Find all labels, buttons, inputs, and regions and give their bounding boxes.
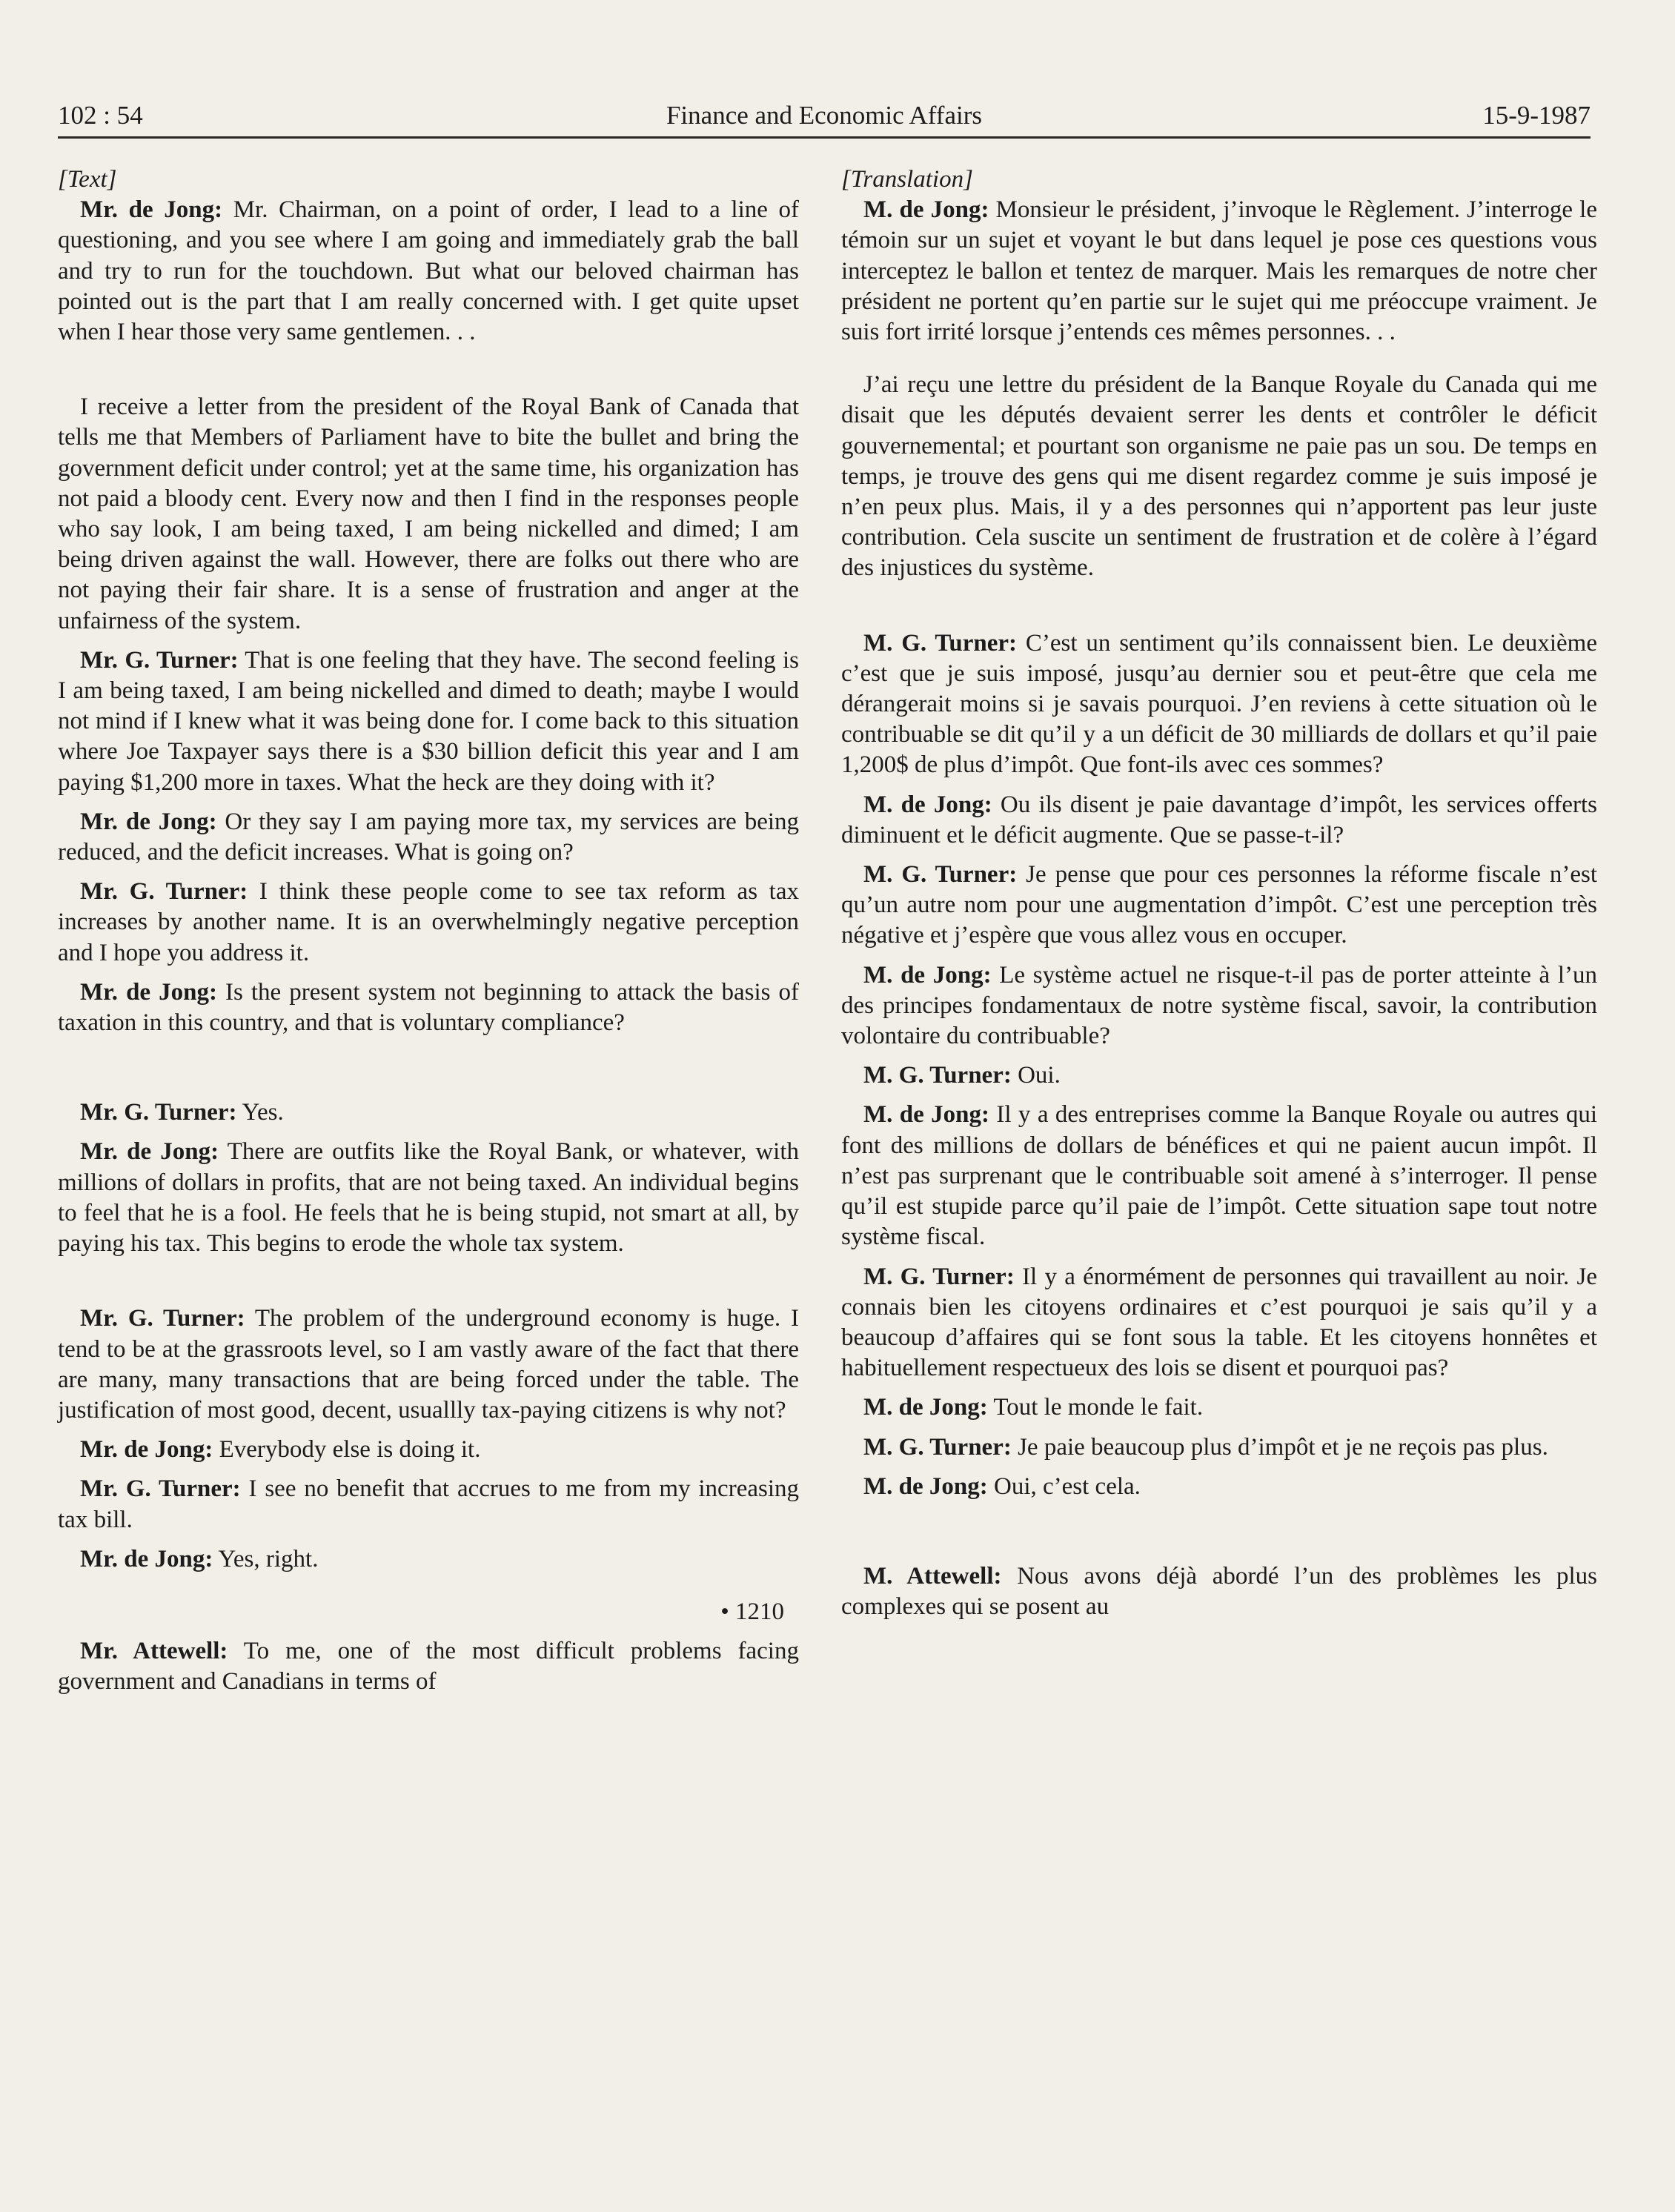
paragraph (841, 195, 1597, 348)
paragraph (58, 1474, 799, 1535)
page-date: 15-9-1987 (1482, 101, 1591, 130)
paragraph (841, 860, 1597, 951)
speech-text: I think these people come to see tax reform as tax increases by another name. It is an overwhelmingly negative perception and I hope you address it. (58, 878, 799, 966)
speaker-name: Mr. de Jong: (80, 978, 217, 1006)
speaker-name: M. G. Turner: (863, 1433, 1012, 1461)
speaker-name: M. G. Turner: (863, 861, 1018, 889)
speaker-name: Mr. G. Turner: (80, 646, 239, 674)
speech-text: Yes, right. (213, 1545, 319, 1572)
paragraph (58, 1137, 799, 1259)
speaker-name: M. de Jong: (863, 791, 992, 818)
speech-text: There are outfits like the Royal Bank, or whatever, with millions of dollars in profits, that are not being taxed. An individual begins to feel that he is a fool. He feels that he is being stupid, not smart at all, by paying his tax. This begins to erode the whole tax system. (58, 1138, 800, 1258)
speech-text: Or they say I am paying more tax, my services are being reduced, and the deficit increases. What is going on? (58, 808, 800, 866)
paragraph (58, 877, 799, 969)
paragraph (58, 1636, 799, 1697)
column-label: [Translation] (841, 166, 973, 193)
speaker-name: M. de Jong: (863, 961, 992, 989)
speech-text: Je paie beaucoup plus d’impôt et je ne reçois pas plus. (1011, 1433, 1548, 1461)
speech-text: Mr. Chairman, on a point of order, I lead to a line of questioning, and you see where I am going and immediately grab the ball and try to run for the touchdown. But what our beloved chairman has pointed out is the part that I am really concerned with. I get quite upset when I hear those very same gentlemen. . . (58, 196, 799, 346)
paragraph (58, 195, 799, 348)
speech-text: Je pense que pour ces personnes la réforme fiscale n’est qu’un autre nom pour une augmentation d’impôt. C’est une perception très négative et j’espère que vous allez vous en occuper. (841, 861, 1597, 949)
speech-text: That is one feeling that they have. The second feeling is I am being taxed, I am being nickelled and dimed to death; maybe I would not mind if I knew what it was being done for. I come back to this situation where Joe Taxpayer says there is a $30 billion deficit this year and I am paying $1,200 more in taxes. What the heck are they doing with it? (58, 646, 799, 796)
paragraph (841, 1100, 1597, 1252)
speech-text: I see no benefit that accrues to me from my increasing tax bill. (58, 1475, 799, 1533)
page-number: 102 : 54 (58, 101, 143, 130)
speech-text: Le système actuel ne risque-t-il pas de porter atteinte à l’un des principes fondamentaux de notre système fiscal, savoir, la contribution volontaire du contribuable? (841, 961, 1597, 1050)
speech-text: Yes. (236, 1099, 284, 1126)
page-header (58, 95, 1591, 139)
page-title: Finance and Economic Affairs (666, 101, 983, 130)
speaker-name: Mr. Attewell: (80, 1638, 228, 1665)
speech-text: Everybody else is doing it. (213, 1436, 481, 1464)
paragraph (841, 790, 1597, 851)
paragraph (58, 1544, 799, 1575)
speaker-name: Mr. G. Turner: (80, 1305, 245, 1332)
paragraph (841, 628, 1597, 781)
paragraph (58, 1097, 799, 1128)
english-column (58, 165, 799, 1698)
paragraph (58, 807, 799, 868)
speech-text: Nous avons déjà abordé l’un des problèmes les plus complexes qui se posent au (841, 1562, 1598, 1621)
speech-text: Oui, c’est cela. (987, 1472, 1141, 1500)
speech-text: I receive a letter from the president of the Royal Bank of Canada that tells me that Members of Parliament have to bite the bullet and bring the government deficit under control; yet at the same time, his organization has not paid a bloody cent. Every now and then I find in the responses people who say look, I am being taxed, I am being nickelled and dimed; I am being driven against the wall. However, there are folks out there who are not paying their fair share. It is a sense of frustration and anger at the unfairness of the system. (58, 393, 799, 634)
speaker-name: Mr. G. Turner: (80, 1475, 241, 1503)
french-column (841, 165, 1597, 1622)
speaker-name: Mr. G. Turner: (80, 878, 248, 906)
speaker-name: M. de Jong: (863, 1101, 990, 1129)
speaker-name: M. G. Turner: (863, 1062, 1012, 1089)
paragraph (841, 1472, 1597, 1502)
speech-text: J’ai reçu une lettre du président de la Banque Royale du Canada qui me disait que les députés devaient serrer les dents et contrôler le déficit gouvernemental; et pourtant son organisme ne paie pas un sou. De temps en temps, je trouve des gens qui me disent regardez comme je suis imposé je n’en peux plus. Mais, il y a des personnes qui n’apportent pas leur juste contribution. Cela suscite un sentiment de frustration et de colère à l’égard des injustices du système. (841, 371, 1597, 582)
paragraph (58, 1435, 799, 1465)
speech-text: Il y a des entreprises comme la Banque Royale ou autres qui font des millions de dollars de bénéfices et qui ne paient aucun impôt. Il n’est pas surprenant que le contribuable soit amené à s’interroger. Il pense qu’il est stupide parce qu’il paie de l’impôt. Cette situation sape tout notre système fiscal. (841, 1101, 1598, 1251)
paragraph (841, 1392, 1597, 1423)
speech-text: Oui. (1011, 1062, 1061, 1089)
speech-text: Ou ils disent je paie davantage d’impôt, les services offerts diminuent et le déficit augmente. Que se passe-t-il? (841, 791, 1597, 848)
speaker-name: M. G. Turner: (863, 1263, 1015, 1290)
speech-text: To me, one of the most difficult problems facing government and Canadians in terms of (58, 1638, 799, 1695)
paragraph (58, 977, 799, 1038)
paragraph (841, 960, 1597, 1052)
paragraph (841, 1561, 1597, 1622)
speaker-name: Mr. de Jong: (80, 1436, 213, 1464)
speech-text: Is the present system not beginning to attack the basis of taxation in this country, and that is voluntary compliance? (58, 978, 799, 1037)
paragraph (58, 392, 799, 637)
speech-text: C’est un sentiment qu’ils connaissent bien. Le deuxième c’est que je suis imposé, jusqu’au dernier sou et peut-être que cela me dérangerait moins si je savais pourquoi. J’en reviens à cette situation où le contribuable se dit qu’il y a un déficit de 30 milliards de dollars et qu’il paie 1,200$ de plus d’impôt. Que font-ils avec ces sommes? (841, 629, 1598, 779)
speaker-name: M. Attewell: (863, 1562, 1002, 1590)
paragraph (58, 645, 799, 798)
paragraph (841, 1060, 1597, 1091)
speaker-name: M. de Jong: (863, 1472, 988, 1500)
speech-text: Il y a énormément de personnes qui travaillent au noir. Je connais bien les citoyens ordinaires et c’est pourquoi je sais qu’il y a beaucoup d’affaires qui se font sous la table. Et les citoyens honnêtes et habituellement respectueux des lois se disent et pourquoi pas? (841, 1263, 1597, 1382)
speaker-name: Mr. de Jong: (80, 808, 217, 835)
speaker-name: Mr. de Jong: (80, 1138, 219, 1166)
speaker-name: Mr. de Jong: (80, 1545, 213, 1572)
speaker-name: Mr. G. Turner: (80, 1099, 237, 1126)
paragraph (841, 1262, 1597, 1384)
speaker-name: M. de Jong: (863, 196, 989, 224)
speaker-name: M. G. Turner: (863, 629, 1018, 657)
speech-text: Tout le monde le fait. (987, 1394, 1204, 1421)
column-label: [Text] (58, 166, 117, 193)
speech-text: The problem of the underground economy is huge. I tend to be at the grassroots level, so I am vastly aware of the fact that there are many, many transactions that are being forced under the table. The justification of most good, decent, usuallly tax-paying citizens is why not? (58, 1305, 799, 1424)
paragraph (841, 370, 1597, 583)
speech-text: Monsieur le président, j’invoque le Règlement. J’interroge le témoin sur un sujet et voyant le but dans lequel je pose ces questions vous interceptez le ballon et tentez de marquer. Mais les remarques de notre cher président ne portent qu’en partie sur le sujet qui me préoccupe vraiment. Je suis fort irrité lorsque j’entends ces mêmes personnes. . . (841, 196, 1597, 346)
paragraph (841, 1432, 1597, 1463)
speaker-name: Mr. de Jong: (80, 196, 223, 224)
speaker-name: M. de Jong: (863, 1394, 988, 1421)
paragraph (58, 1303, 799, 1426)
time-marker: • 1210 (720, 1598, 784, 1625)
